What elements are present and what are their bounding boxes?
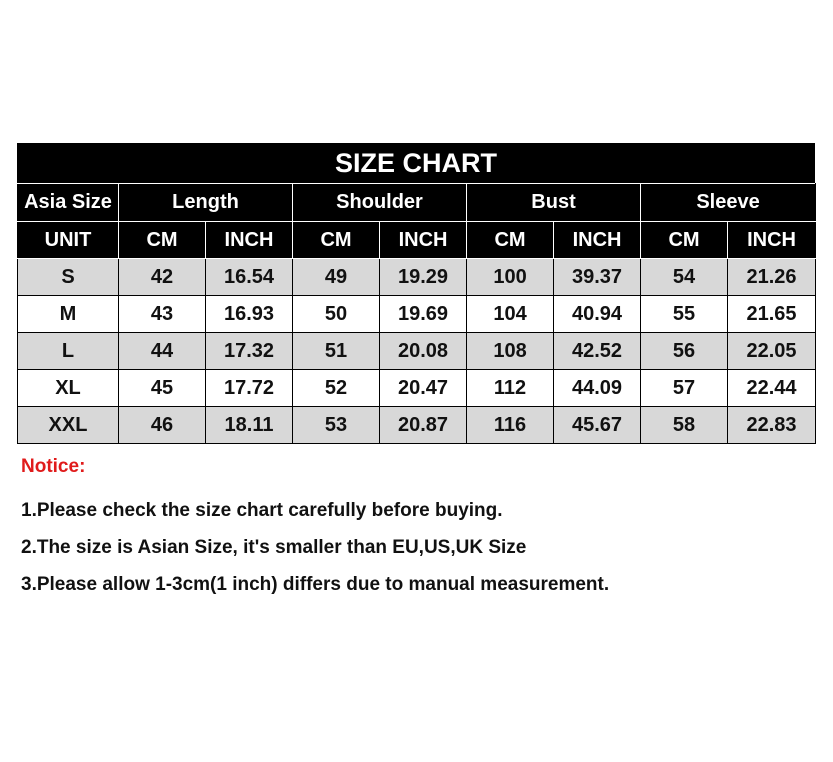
shoulder-header: Shoulder: [293, 184, 467, 222]
unit-cell: INCH: [728, 222, 816, 259]
value-cell: 16.93: [206, 296, 293, 333]
value-cell: 17.32: [206, 333, 293, 370]
value-cell: 39.37: [554, 259, 641, 296]
notice-item: 1.Please check the size chart carefully before buying.: [21, 500, 503, 521]
table-row: [18, 259, 816, 296]
unit-cell: CM: [467, 222, 554, 259]
value-cell: 108: [467, 333, 554, 370]
table-row: [18, 370, 816, 407]
value-cell: 44: [119, 333, 206, 370]
value-cell: 45.67: [554, 407, 641, 444]
notice-item: 3.Please allow 1-3cm(1 inch) differs due to manual measurement.: [21, 574, 610, 595]
unit-cell: INCH: [554, 222, 641, 259]
value-cell: 18.11: [206, 407, 293, 444]
value-cell: 45: [119, 370, 206, 407]
value-cell: 19.29: [380, 259, 467, 296]
value-cell: 43: [119, 296, 206, 333]
value-cell: 100: [467, 259, 554, 296]
value-cell: 22.83: [728, 407, 816, 444]
length-header: Length: [119, 184, 293, 222]
notice-item: 2.The size is Asian Size, it's smaller than EU,US,UK Size: [21, 537, 527, 558]
measurement-header-row: [18, 184, 816, 222]
value-cell: 16.54: [206, 259, 293, 296]
size-cell: L: [18, 333, 119, 370]
value-cell: 49: [293, 259, 380, 296]
value-cell: 104: [467, 296, 554, 333]
value-cell: 46: [119, 407, 206, 444]
value-cell: 40.94: [554, 296, 641, 333]
value-cell: 42.52: [554, 333, 641, 370]
size-chart-title: SIZE CHART: [17, 143, 815, 183]
value-cell: 17.72: [206, 370, 293, 407]
table-row: [18, 296, 816, 333]
value-cell: 112: [467, 370, 554, 407]
size-cell: M: [18, 296, 119, 333]
sleeve-header: Sleeve: [641, 184, 816, 222]
value-cell: 20.87: [380, 407, 467, 444]
unit-cell: CM: [293, 222, 380, 259]
unit-header: UNIT: [18, 222, 119, 259]
unit-cell: INCH: [206, 222, 293, 259]
value-cell: 116: [467, 407, 554, 444]
unit-cell: CM: [641, 222, 728, 259]
value-cell: 21.26: [728, 259, 816, 296]
value-cell: 53: [293, 407, 380, 444]
unit-cell: CM: [119, 222, 206, 259]
unit-header-row: [18, 222, 816, 259]
value-cell: 21.65: [728, 296, 816, 333]
value-cell: 51: [293, 333, 380, 370]
value-cell: 44.09: [554, 370, 641, 407]
value-cell: 58: [641, 407, 728, 444]
value-cell: 19.69: [380, 296, 467, 333]
bust-header: Bust: [467, 184, 641, 222]
value-cell: 55: [641, 296, 728, 333]
unit-cell: INCH: [380, 222, 467, 259]
value-cell: 22.05: [728, 333, 816, 370]
table-row: [18, 407, 816, 444]
notice-title: Notice:: [21, 456, 86, 477]
size-chart-table: [17, 183, 816, 444]
value-cell: 22.44: [728, 370, 816, 407]
size-cell: S: [18, 259, 119, 296]
value-cell: 56: [641, 333, 728, 370]
value-cell: 20.08: [380, 333, 467, 370]
table-row: [18, 333, 816, 370]
value-cell: 57: [641, 370, 728, 407]
value-cell: 54: [641, 259, 728, 296]
notice-list: [21, 499, 609, 610]
value-cell: 52: [293, 370, 380, 407]
size-cell: XL: [18, 370, 119, 407]
value-cell: 42: [119, 259, 206, 296]
value-cell: 20.47: [380, 370, 467, 407]
size-cell: XXL: [18, 407, 119, 444]
asia-size-header: Asia Size: [18, 184, 119, 222]
value-cell: 50: [293, 296, 380, 333]
